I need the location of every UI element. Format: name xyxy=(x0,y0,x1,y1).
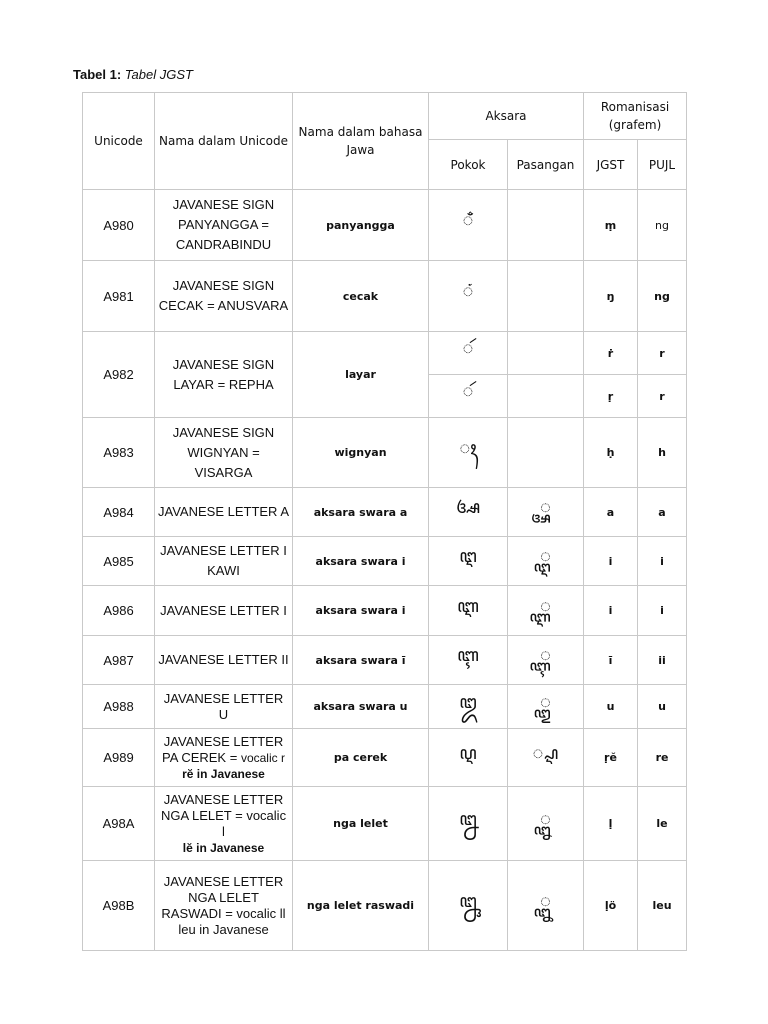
cell-unicode-name: JAVANESE SIGN PANYANGGA = CANDRABINDU xyxy=(155,190,293,261)
table-row xyxy=(83,261,687,332)
cell-jgst: ŋ xyxy=(584,261,638,332)
cell-pujl: i xyxy=(638,537,687,586)
cell-pujl: re xyxy=(638,729,687,787)
cell-pokok: ꦋ xyxy=(429,861,508,951)
cell-unicode-name: JAVANESE LETTER I xyxy=(155,586,293,636)
cell-pasangan: ◌꧀ꦈ xyxy=(508,685,584,729)
unicode-name-main: JAVANESE LETTER NGA LELET RASWADI = vocalic ll xyxy=(161,873,286,921)
cell-javanese-name: wignyan xyxy=(293,418,429,488)
cell-pasangan: ◌꧀ꦆ xyxy=(508,586,584,636)
unicode-name-javanese: rĕ in Javanese xyxy=(182,766,265,781)
cell-javanese-name: aksara swara ī xyxy=(293,636,429,685)
header-pasangan: Pasangan xyxy=(508,140,584,190)
cell-jgst: ṛ xyxy=(584,375,638,418)
cell-jgst: ḥ xyxy=(584,418,638,488)
cell-code: A988 xyxy=(83,685,155,729)
cell-pasangan: ◌꧀ꦇ xyxy=(508,636,584,685)
cell-unicode-name: JAVANESE SIGN WIGNYAN = VISARGA xyxy=(155,418,293,488)
table-row xyxy=(83,488,687,537)
cell-javanese-name: aksara swara i xyxy=(293,586,429,636)
table-row xyxy=(83,332,687,375)
cell-pokok: ◌ꦁ xyxy=(429,261,508,332)
cell-pokok: ◌ꦀ xyxy=(429,190,508,261)
cell-javanese-name: pa cerek xyxy=(293,729,429,787)
cell-pokok: ꦉ xyxy=(429,729,508,787)
cell-unicode-name: JAVANESE SIGN LAYAR = REPHA xyxy=(155,332,293,418)
header-aksara: Aksara xyxy=(429,93,584,140)
cell-jgst: ī xyxy=(584,636,638,685)
cell-pujl: ng xyxy=(638,261,687,332)
cell-pujl: leu xyxy=(638,861,687,951)
table-row xyxy=(83,685,687,729)
cell-pujl: r xyxy=(638,375,687,418)
cell-unicode-name: JAVANESE LETTER II xyxy=(155,636,293,685)
cell-pasangan xyxy=(508,261,584,332)
caption-title: Tabel JGST xyxy=(124,67,193,82)
cell-pujl: h xyxy=(638,418,687,488)
header-pokok: Pokok xyxy=(429,140,508,190)
unicode-name-main: JAVANESE LETTER PA CEREK = xyxy=(162,733,284,765)
cell-code: A982 xyxy=(83,332,155,418)
cell-unicode-name xyxy=(155,729,293,787)
table-row xyxy=(83,636,687,685)
cell-jgst: ṃ xyxy=(584,190,638,261)
header-nama-unicode: Nama dalam Unicode xyxy=(155,93,293,190)
cell-pujl: ng xyxy=(638,190,687,261)
cell-pokok: ꦊ xyxy=(429,787,508,861)
header-romanisasi: Romanisasi (grafem) xyxy=(584,93,687,140)
cell-pasangan: ◌꧀ꦄ xyxy=(508,488,584,537)
cell-code: A98A xyxy=(83,787,155,861)
cell-jgst: i xyxy=(584,537,638,586)
jgst-table xyxy=(82,92,687,951)
cell-pujl: a xyxy=(638,488,687,537)
cell-unicode-name xyxy=(155,787,293,861)
cell-javanese-name: layar xyxy=(293,332,429,418)
caption-label: Tabel 1: xyxy=(73,67,122,82)
cell-pokok: ꦄ xyxy=(429,488,508,537)
header-nama-jawa: Nama dalam bahasa Jawa xyxy=(293,93,429,190)
cell-code: A987 xyxy=(83,636,155,685)
cell-pujl: i xyxy=(638,586,687,636)
cell-pasangan: ◌꧀ꦊ xyxy=(508,787,584,861)
table-row xyxy=(83,787,687,861)
cell-jgst: a xyxy=(584,488,638,537)
cell-javanese-name: aksara swara a xyxy=(293,488,429,537)
table-row xyxy=(83,861,687,951)
cell-code: A986 xyxy=(83,586,155,636)
cell-pokok: ◌ꦂ xyxy=(429,375,508,418)
cell-code: A989 xyxy=(83,729,155,787)
unicode-name-javanese: leu in Javanese xyxy=(178,921,269,937)
header-jgst: JGST xyxy=(584,140,638,190)
cell-pasangan xyxy=(508,332,584,375)
cell-code: A984 xyxy=(83,488,155,537)
cell-jgst: ḷö xyxy=(584,861,638,951)
header-pujl: PUJL xyxy=(638,140,687,190)
cell-jgst: i xyxy=(584,586,638,636)
table-row xyxy=(83,586,687,636)
cell-pasangan: ◌꧀ꦋ xyxy=(508,861,584,951)
cell-code: A981 xyxy=(83,261,155,332)
cell-pokok: ◌ꦂ xyxy=(429,332,508,375)
table-row xyxy=(83,418,687,488)
cell-jgst: u xyxy=(584,685,638,729)
cell-javanese-name: aksara swara i xyxy=(293,537,429,586)
table-row xyxy=(83,729,687,787)
cell-jgst: ṛĕ xyxy=(584,729,638,787)
cell-unicode-name: JAVANESE LETTER I KAWI xyxy=(155,537,293,586)
cell-javanese-name: nga lelet raswadi xyxy=(293,861,429,951)
cell-unicode-name xyxy=(155,861,293,951)
cell-pujl: le xyxy=(638,787,687,861)
cell-unicode-name: JAVANESE LETTER U xyxy=(155,685,293,729)
cell-pokok: ꦈ xyxy=(429,685,508,729)
table-row xyxy=(83,190,687,261)
unicode-name-javanese: lĕ in Javanese xyxy=(182,840,265,855)
table-row xyxy=(83,537,687,586)
cell-code: A983 xyxy=(83,418,155,488)
cell-pokok: ꦅ xyxy=(429,537,508,586)
cell-pasangan xyxy=(508,375,584,418)
cell-pokok: ꦇ xyxy=(429,636,508,685)
cell-javanese-name: aksara swara u xyxy=(293,685,429,729)
unicode-name-main: JAVANESE LETTER NGA LELET = vocalic l xyxy=(160,791,287,839)
cell-pujl: r xyxy=(638,332,687,375)
unicode-name-note: vocalic r xyxy=(240,750,285,765)
cell-javanese-name: cecak xyxy=(293,261,429,332)
cell-code: A985 xyxy=(83,537,155,586)
cell-javanese-name: nga lelet xyxy=(293,787,429,861)
cell-code: A980 xyxy=(83,190,155,261)
cell-pokok: ◌ꦃ xyxy=(429,418,508,488)
cell-pasangan xyxy=(508,418,584,488)
cell-pokok: ꦆ xyxy=(429,586,508,636)
cell-unicode-name: JAVANESE LETTER A xyxy=(155,488,293,537)
cell-pasangan xyxy=(508,190,584,261)
cell-pujl: ii xyxy=(638,636,687,685)
cell-jgst: ṙ xyxy=(584,332,638,375)
cell-pasangan: ◌꧀ꦅ xyxy=(508,537,584,586)
cell-pasangan: ◌꧀ꦉ xyxy=(508,729,584,787)
table-caption xyxy=(73,67,193,82)
cell-unicode-name: JAVANESE SIGN CECAK = ANUSVARA xyxy=(155,261,293,332)
header-unicode: Unicode xyxy=(83,93,155,190)
cell-pujl: u xyxy=(638,685,687,729)
cell-javanese-name: panyangga xyxy=(293,190,429,261)
cell-code: A98B xyxy=(83,861,155,951)
cell-jgst: ḷ xyxy=(584,787,638,861)
